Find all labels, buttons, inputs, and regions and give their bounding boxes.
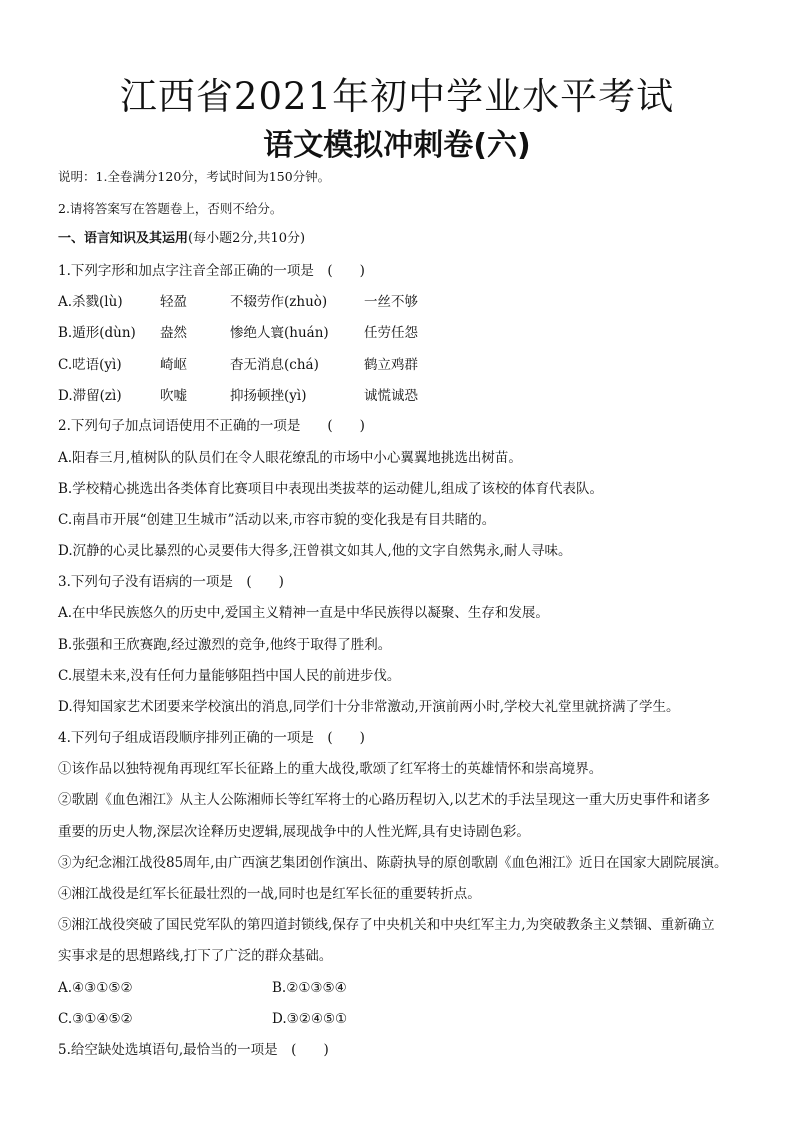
option-cell: 惨绝人寰(huán): [230, 325, 329, 341]
option-cell: B.遁形(dùn): [58, 325, 136, 341]
option-cell: 吹嘘: [160, 388, 187, 404]
question-4-option-b: B.②①③⑤④: [272, 980, 347, 996]
note-2: 2.请将答案写在答题卷上，否则不给分。: [58, 201, 283, 216]
question-5-stem: 5.给空缺处选填语句,最恰当的一项是 ( ): [58, 1042, 329, 1058]
note-1: 说明：1.全卷满分120分，考试时间为150分钟。: [58, 169, 331, 184]
section-1-heading: [58, 230, 305, 248]
section-1-title: 一、语言知识及其运用: [58, 231, 189, 246]
question-3-option-c: C.展望未来,没有任何力量能够阻挡中国人民的前进步伐。: [58, 668, 401, 684]
option-cell: 一丝不够: [364, 294, 418, 310]
question-2-stem: 2.下列句子加点词语使用不正确的一项是 ( ): [58, 418, 365, 434]
option-cell: 盎然: [160, 325, 187, 341]
question-2-option-d: D.沉静的心灵比暴烈的心灵要伟大得多,汪曾祺文如其人,他的文字自然隽永,耐人寻味。: [58, 543, 572, 559]
exam-title: 江西省2021年初中学业水平考试: [119, 75, 675, 118]
question-4-stem: 4.下列句子组成语段顺序排列正确的一项是 ( ): [58, 730, 365, 746]
question-4-option-a: A.④③①⑤②: [58, 980, 133, 996]
option-cell: 抑扬顿挫(yì): [230, 388, 307, 404]
question-3-option-b: B.张强和王欣赛跑,经过激烈的竞争,他终于取得了胜利。: [58, 637, 392, 653]
question-4-option-d: D.③②④⑤①: [272, 1011, 348, 1027]
question-2-option-b: B.学校精心挑选出各类体育比赛项目中表现出类拔萃的运动健儿,组成了该校的体育代表队。: [58, 481, 604, 497]
question-4-option-c: C.③①④⑤②: [58, 1011, 133, 1027]
question-4-sentence: 重要的历史人物,深层次诠释历史逻辑,展现战争中的人性光辉,具有史诗剧色彩。: [58, 824, 530, 840]
option-cell: D.滞留(zì): [58, 388, 122, 404]
exam-subtitle: 语文模拟冲刺卷(六): [263, 128, 531, 163]
section-1-score: (每小题2分,共10分): [188, 231, 306, 246]
question-4-sentence: ③为纪念湘江战役85周年,由广西演艺集团创作演出、陈蔚执导的原创歌剧《血色湘江》近日在国家大剧院展演。: [58, 855, 728, 871]
question-2-option-a: A.阳春三月,植树队的队员们在令人眼花缭乱的市场中小心翼翼地挑选出树苗。: [58, 450, 522, 466]
question-4-sentence: ②歌剧《血色湘江》从主人公陈湘师长等红军将士的心路历程切入,以艺术的手法呈现这一重大历史事件和诸多: [58, 792, 711, 808]
question-2-option-c: C.南昌市开展“创建卫生城市”活动以来,市容市貌的变化我是有目共睹的。: [58, 512, 496, 528]
option-cell: A.杀戮(lù): [58, 294, 123, 310]
option-cell: 崎岖: [160, 357, 187, 373]
question-4-sentence: ⑤湘江战役突破了国民党军队的第四道封锁线,保存了中央机关和中央红军主力,为突破教条主义禁锢、重新确立: [58, 917, 715, 933]
option-cell: 鹤立鸡群: [364, 357, 418, 373]
question-1-stem: 1.下列字形和加点字注音全部正确的一项是 ( ): [58, 263, 365, 279]
question-4-sentence: 实事求是的思想路线,打下了广泛的群众基础。: [58, 948, 333, 964]
option-cell: 杳无消息(chá): [230, 357, 319, 373]
question-3-stem: 3.下列句子没有语病的一项是 ( ): [58, 574, 284, 590]
option-cell: 诚慌诚恐: [364, 388, 418, 404]
question-3-option-d: D.得知国家艺术团要来学校演出的消息,同学们十分非常激动,开演前两小时,学校大礼堂里就挤满了学生。: [58, 699, 680, 715]
option-cell: 不辍劳作(zhuò): [230, 294, 328, 310]
question-3-option-a: A.在中华民族悠久的历史中,爱国主义精神一直是中华民族得以凝聚、生存和发展。: [58, 605, 549, 621]
option-cell: 任劳任怨: [364, 325, 418, 341]
question-4-sentence: ①该作品以独特视角再现红军长征路上的重大战役,歌颂了红军将士的英雄情怀和崇高境界。: [58, 761, 603, 777]
option-cell: C.呓语(yì): [58, 357, 122, 373]
option-cell: 轻盈: [160, 294, 187, 310]
question-4-sentence: ④湘江战役是红军长征最壮烈的一战,同时也是红军长征的重要转折点。: [58, 886, 481, 902]
